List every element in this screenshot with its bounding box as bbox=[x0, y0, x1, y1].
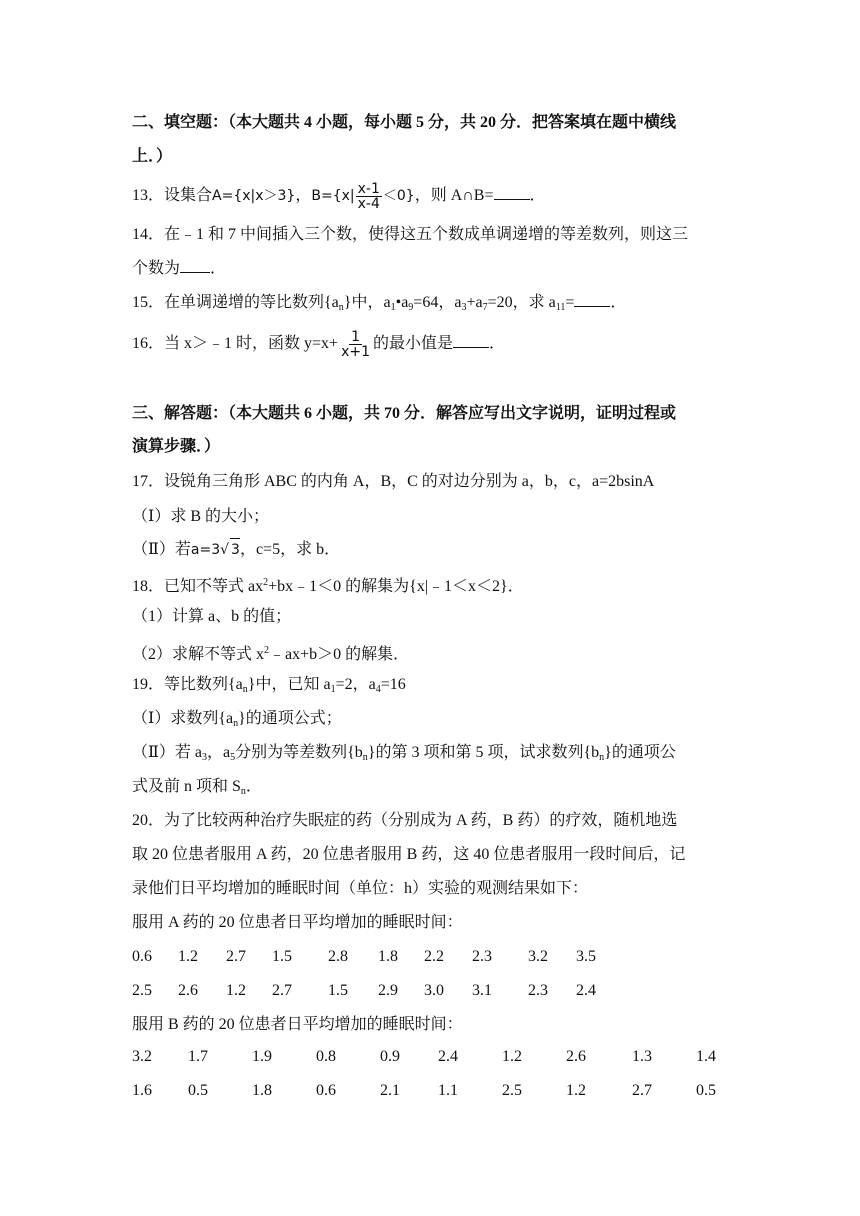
question-13: 13．设集合A={x|x＞3}，B={x| $\frac{x-1}{x-4}$ ＜0}，则 A∩B= ． bbox=[132, 181, 546, 212]
data-cell: 2.9 bbox=[378, 982, 398, 999]
q19-part1-sub-n: n bbox=[233, 718, 239, 729]
question-18-stem bbox=[132, 572, 524, 598]
q19-part1-1: （Ⅰ）求数列{a bbox=[132, 710, 234, 727]
q13-suffix: ，则 A∩B= bbox=[414, 187, 494, 205]
data-cell: 1.9 bbox=[252, 1048, 272, 1065]
q14-answer-blank[interactable] bbox=[180, 258, 210, 273]
q19-stem-4: =16 bbox=[380, 676, 406, 693]
q18-stem-suffix: +bx﹣1＜0 的解集为{x|﹣1＜x＜2}． bbox=[268, 578, 524, 595]
data-cell: 0.5 bbox=[188, 1082, 208, 1099]
q15-text-5: +a bbox=[466, 294, 483, 311]
q13-prefix: 13．设集合 bbox=[132, 187, 213, 205]
q18-stem-prefix: 18．已知不等式 ax bbox=[132, 578, 264, 595]
data-cell: 2.8 bbox=[328, 948, 348, 965]
q15-text-1: 15．在单调递增的等比数列{a bbox=[132, 294, 339, 311]
q15-sub-11: 11 bbox=[555, 302, 566, 313]
data-cell: 2.2 bbox=[424, 948, 444, 965]
data-cell: 3.1 bbox=[472, 982, 492, 999]
section2-header-line1: 二、填空题：（本大题共 4 小题，每小题 5 分，共 20 分．把答案填在题中横线 bbox=[132, 114, 677, 131]
data-cell: 0.6 bbox=[132, 948, 152, 965]
question-20-line2: 取 20 位患者服用 A 药，20 位患者服用 B 药，这 40 位患者服用一段时间后，记 bbox=[132, 846, 686, 863]
question-19-part2-line2 bbox=[132, 776, 262, 803]
data-cell: 2.4 bbox=[576, 982, 596, 999]
data-cell: 1.6 bbox=[132, 1082, 152, 1099]
q16-answer-blank[interactable] bbox=[453, 333, 489, 348]
q15-text-7: = bbox=[565, 294, 575, 311]
data-cell: 1.7 bbox=[188, 1048, 208, 1065]
data-cell: 2.7 bbox=[272, 982, 292, 999]
q19-part2-line2-sub: n bbox=[240, 786, 246, 797]
section2-header-line2: 上．） bbox=[132, 148, 173, 165]
q17-part2-prefix: （Ⅱ）若 bbox=[132, 541, 191, 558]
question-17-part2 bbox=[132, 538, 340, 561]
q18-sup-2: 2 bbox=[263, 577, 269, 588]
data-cell: 1.8 bbox=[378, 948, 398, 965]
data-cell: 2.7 bbox=[632, 1082, 652, 1099]
data-cell: 1.2 bbox=[566, 1082, 586, 1099]
data-cell: 0.5 bbox=[696, 1082, 716, 1099]
question-18-part1: （1）计算 a、b 的值； bbox=[132, 608, 292, 625]
q19-stem-3: =2，a bbox=[335, 676, 376, 693]
data-cell: 3.2 bbox=[132, 1048, 152, 1065]
q13-set-b-end: ＜0} bbox=[382, 188, 415, 205]
q13-answer-blank[interactable] bbox=[494, 185, 530, 200]
q20-drug-b-label: 服用 B 药的 20 位患者日平均增加的睡眠时间： bbox=[132, 1016, 463, 1033]
data-cell: 2.7 bbox=[226, 948, 246, 965]
data-cell: 0.8 bbox=[316, 1048, 336, 1065]
question-19-part1 bbox=[132, 708, 342, 735]
q13-frac-denominator: x-4 bbox=[357, 196, 380, 212]
question-20-line1: 20．为了比较两种治疗失眠症的药（分别成为 A 药，B 药）的疗效，随机地选 bbox=[132, 812, 678, 829]
data-cell: 2.5 bbox=[132, 982, 152, 999]
data-cell: 2.5 bbox=[502, 1082, 522, 1099]
data-cell: 1.4 bbox=[696, 1048, 716, 1065]
q19-part2-3: 分别为等差数列{b bbox=[235, 744, 363, 761]
q19-part2-sub-n2: n bbox=[599, 752, 605, 763]
q19-part2-1: （Ⅱ）若 a bbox=[132, 744, 202, 761]
section3-header-line1: 三、解答题：（本大题共 6 小题，共 70 分．解答应写出文字说明，证明过程或 bbox=[132, 405, 677, 422]
data-cell: 2.3 bbox=[528, 982, 548, 999]
q15-text-2: }中，a bbox=[343, 294, 391, 311]
data-cell: 1.2 bbox=[178, 948, 198, 965]
q14-prefix: 个数为 bbox=[132, 260, 181, 277]
q15-sub-n: n bbox=[338, 302, 344, 313]
q17-expr-a: a=3 bbox=[190, 542, 221, 558]
data-cell: 2.6 bbox=[566, 1048, 586, 1065]
q19-part2-5: }的通项公 bbox=[604, 744, 676, 761]
q15-sub-1: 1 bbox=[390, 302, 396, 313]
q13-set-a: A={x|x＞3} bbox=[212, 188, 296, 205]
q19-part2-line2-2: ． bbox=[245, 778, 262, 795]
q15-text-3: •a bbox=[395, 294, 409, 311]
question-17-part1: （Ⅰ）求 B 的大小； bbox=[132, 508, 269, 525]
data-cell: 2.1 bbox=[380, 1082, 400, 1099]
q19-part1-2: }的通项公式； bbox=[238, 710, 342, 727]
q18-part2-sup: 2 bbox=[264, 645, 270, 656]
q15-sub-7: 7 bbox=[482, 302, 488, 313]
q13-fraction bbox=[356, 182, 382, 211]
data-cell: 3.0 bbox=[424, 982, 444, 999]
sqrt-icon: √ bbox=[220, 542, 230, 558]
data-cell: 1.3 bbox=[632, 1048, 652, 1065]
data-cell: 3.5 bbox=[576, 948, 596, 965]
q16-suffix: 的最小值是 bbox=[373, 335, 454, 353]
q19-part2-4: }的第 3 项和第 5 项，试求数列{b bbox=[367, 744, 600, 761]
data-cell: 1.8 bbox=[252, 1082, 272, 1099]
q16-frac-numerator: 1 bbox=[351, 329, 360, 345]
question-18-part2 bbox=[132, 640, 409, 666]
q18-part2-prefix: （2）求解不等式 x bbox=[132, 646, 265, 663]
q19-part2-sub-3: 3 bbox=[201, 752, 207, 763]
question-15: 15．在单调递增的等比数列$\{a_n\}$中，$a_1•a_9=64$，$a_3+a_7=20$，求 $a_{11}=$ ． bbox=[132, 294, 627, 313]
q19-stem-sub-4: 4 bbox=[375, 684, 381, 695]
question-14-line1: 14．在﹣1 和 7 中间插入三个数，使得这五个数成单调递增的等差数列，则这三 bbox=[132, 226, 689, 243]
data-cell: 2.3 bbox=[472, 948, 492, 965]
data-cell: 2.6 bbox=[178, 982, 198, 999]
q16-frac-denominator: x+1 bbox=[341, 344, 370, 360]
question-14-line2: 个数为 ． bbox=[132, 260, 227, 277]
q19-stem-2: }中，已知 a bbox=[247, 676, 331, 693]
q19-part2-2: ，a bbox=[206, 744, 231, 761]
data-cell: 1.2 bbox=[226, 982, 246, 999]
q19-part2-line2-1: 式及前 n 项和 S bbox=[132, 778, 241, 795]
q18-part2-suffix: ﹣ax+b＞0 的解集． bbox=[269, 646, 410, 663]
q15-text-6: =20，求 a bbox=[487, 294, 556, 311]
data-cell: 1.2 bbox=[502, 1048, 522, 1065]
q13-frac-numerator: x-1 bbox=[357, 181, 380, 197]
q19-part2-sub-n1: n bbox=[362, 752, 368, 763]
data-cell: 0.6 bbox=[316, 1082, 336, 1099]
data-cell: 0.9 bbox=[380, 1048, 400, 1065]
q16-prefix: 16．当 x＞﹣1 时，函数 y=x+ bbox=[132, 335, 339, 353]
q19-stem-sub-n: n bbox=[242, 684, 248, 695]
q20-drug-a-label: 服用 A 药的 20 位患者日平均增加的睡眠时间： bbox=[132, 914, 463, 931]
q19-stem-1: 19．等比数列{a bbox=[132, 676, 243, 693]
q19-stem-sub-1: 1 bbox=[330, 684, 336, 695]
data-cell: 2.4 bbox=[438, 1048, 458, 1065]
q15-sub-3: 3 bbox=[461, 302, 467, 313]
section3-header-line2: 演算步骤．） bbox=[132, 438, 221, 455]
question-20-line3: 录他们日平均增加的睡眠时间（单位：h）实验的观测结果如下： bbox=[132, 880, 589, 897]
q16-fraction bbox=[339, 330, 372, 359]
q13-comma: ， bbox=[295, 187, 312, 205]
q17-part2-suffix: ，c=5，求 b． bbox=[239, 541, 341, 558]
question-19-stem bbox=[132, 674, 406, 701]
q15-answer-blank[interactable] bbox=[574, 292, 610, 307]
question-19-part2-line1 bbox=[132, 742, 676, 769]
data-cell: 1.5 bbox=[328, 982, 348, 999]
data-cell: 1.1 bbox=[438, 1082, 458, 1099]
data-cell: 3.2 bbox=[528, 948, 548, 965]
question-16: 16．当 x＞﹣1 时，函数 y=x+ $\frac{1}{x+1}$ 的最小值是 ． bbox=[132, 329, 506, 360]
question-17-stem: 17．设锐角三角形 ABC 的内角 A，B，C 的对边分别为 a，b，c，a=2bsinA bbox=[132, 473, 655, 490]
q13-set-b-start: B={x| bbox=[311, 188, 355, 205]
q15-sub-9: 9 bbox=[408, 302, 414, 313]
q15-text-4: =64，a bbox=[413, 294, 462, 311]
q17-expr-radicand: 3 bbox=[230, 538, 240, 561]
q19-part2-sub-5: 5 bbox=[230, 752, 236, 763]
data-cell: 1.5 bbox=[272, 948, 292, 965]
